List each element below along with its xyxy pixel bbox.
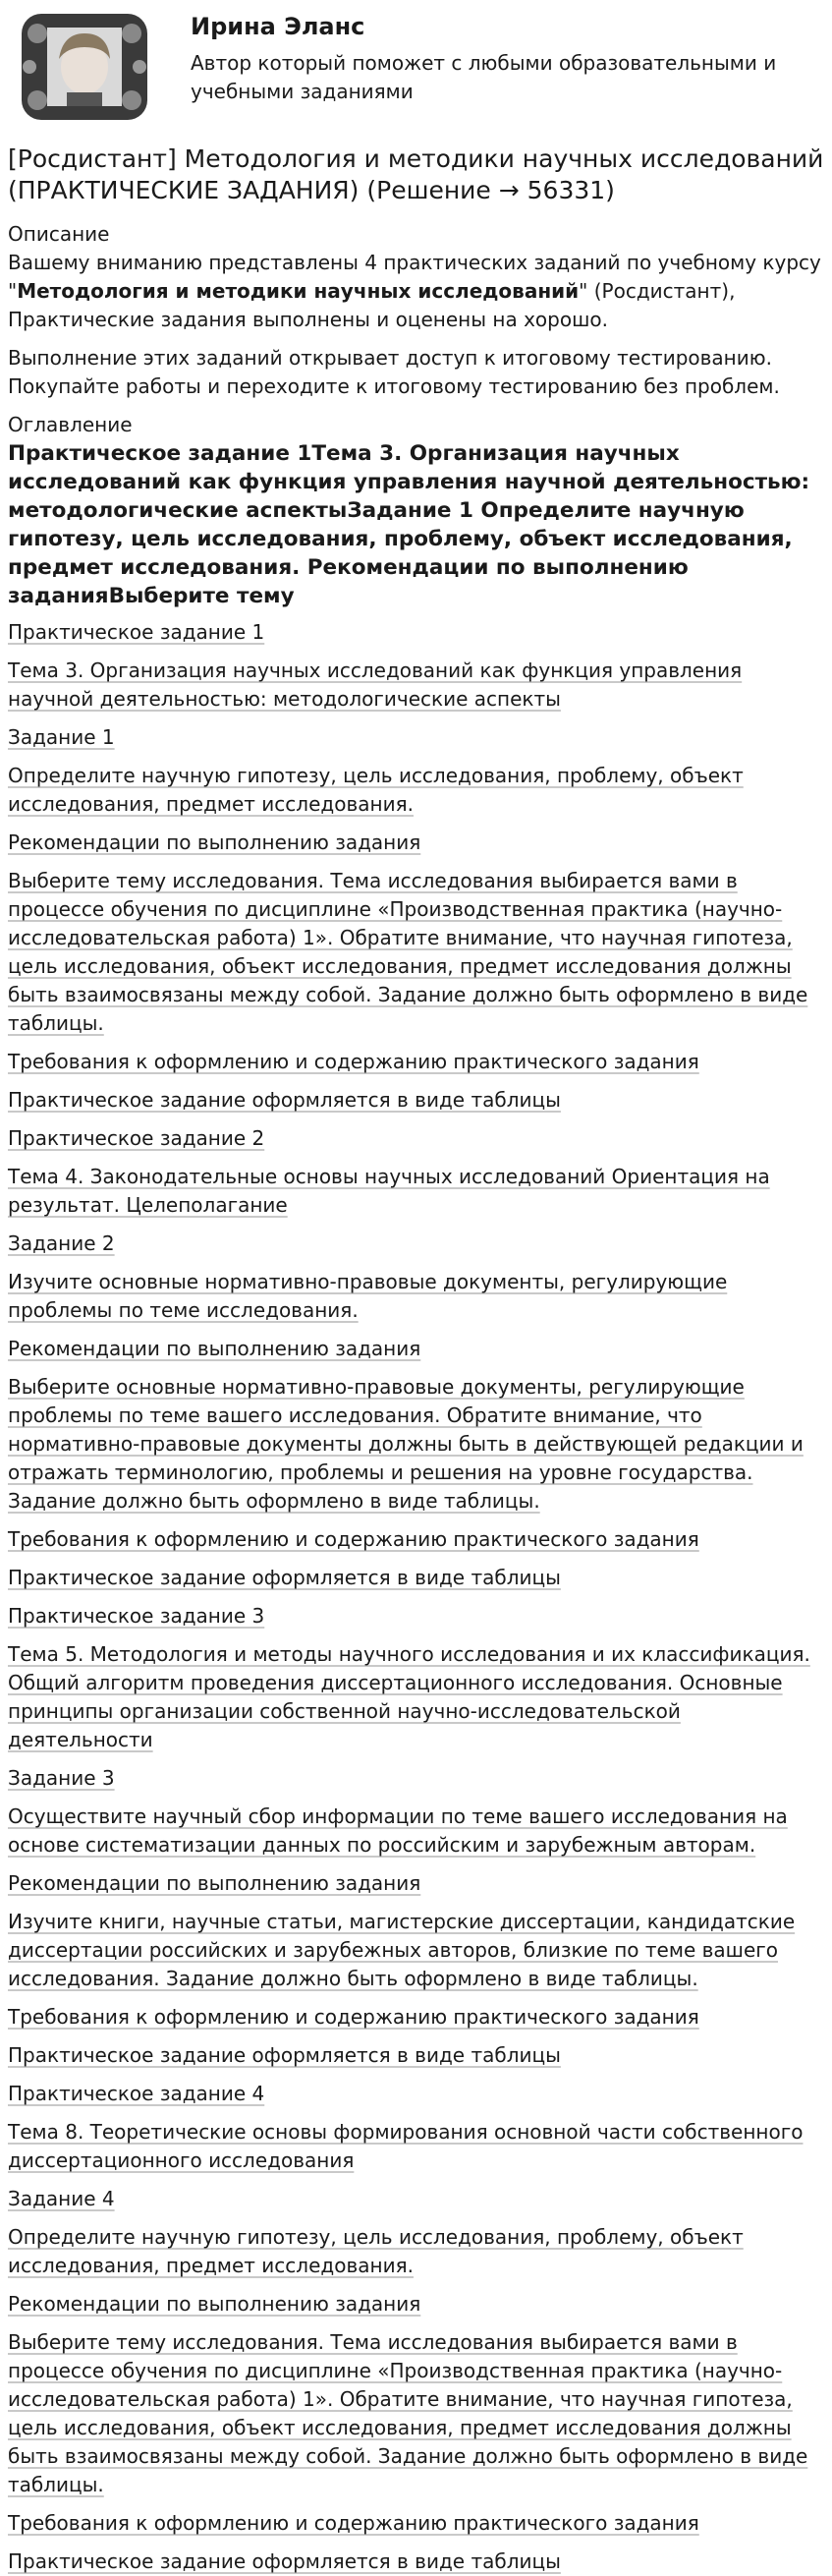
description-second: Выполнение этих заданий открывает доступ к итоговому тестированию. Покупайте работы и переходите к итоговому тестированию без проблем. — [8, 346, 780, 398]
course-name: Методология и методики научных исследований — [17, 279, 580, 303]
content-line: Рекомендации по выполнению задания — [8, 830, 421, 854]
content-line: Практическое задание 4 — [8, 2082, 265, 2105]
content — [8, 618, 824, 2576]
description-label: Описание — [8, 222, 110, 246]
content-line: Практическое задание 3 — [8, 1604, 265, 1628]
content-line: Задание 1 — [8, 725, 115, 749]
content-line: Выберите тему исследования. Тема исследования выбирается вами в процессе обучения по дисциплине «Производственная практика (научно-исследовательская работа) 1». Обратите внимание, что научная гипотеза, цель исследования, объект исследования, предмет исследования должны быть взаимосвязаны между собой. Задание должно быть оформлено в виде таблицы. — [8, 869, 808, 1035]
content-line: Задание 2 — [8, 1231, 115, 1255]
content-line: Выберите тему исследования. Тема исследования выбирается вами в процессе обучения по дисциплине «Производственная практика (научно-исследовательская работа) 1». Обратите внимание, что научная гипотеза, цель исследования, объект исследования, предмет исследования должны быть взаимосвязаны между собой. Задание должно быть оформлено в виде таблицы. — [8, 2330, 808, 2496]
author-avatar[interactable] — [16, 8, 153, 126]
toc-title: Практическое задание 1Тема 3. Организация научных исследований как функция управления научной деятельностью: методологические аспектыЗадание 1 Определите научную гипотезу, цель исследования, проблему, объект исследования, предмет исследования. Рекомендации по выполнению заданияВыберите тему — [8, 441, 810, 608]
content-line: Осуществите научный сбор информации по теме вашего исследования на основе систематизации данных по российским и зарубежным авторам. — [8, 1804, 788, 1857]
content-line: Требования к оформлению и содержанию практического задания — [8, 2005, 699, 2029]
author-card — [8, 0, 824, 138]
content-line: Тема 3. Организация научных исследований как функция управления научной деятельностью: методологические аспекты — [8, 658, 743, 711]
content-line: Практическое задание оформляется в виде таблицы — [8, 2043, 561, 2067]
content-line: Практическое задание оформляется в виде таблицы — [8, 2549, 561, 2573]
author-name[interactable]: Ирина Эланс — [191, 13, 365, 40]
content-line: Тема 5. Методология и методы научного исследования и их классификация. Общий алгоритм проведения диссертационного исследования. Основные принципы организации собственной научно-исследовательской деятельности — [8, 1642, 810, 1751]
content-line: Рекомендации по выполнению задания — [8, 1871, 421, 1895]
content-line: Выберите основные нормативно-правовые документы, регулирующие проблемы по теме вашего исследования. Обратите внимание, что нормативно-правовые документы должны быть в действующей редакции и отражать терминологию, проблемы и решения на уровне государства. Задание должно быть оформлено в виде таблицы. — [8, 1375, 804, 1513]
author-description: Автор который поможет с любыми образовательными и учебными заданиями — [191, 51, 777, 103]
content-line: Практическое задание оформляется в виде таблицы — [8, 1088, 561, 1112]
content-line: Требования к оформлению и содержанию практического задания — [8, 1527, 699, 1551]
description-intro-before: Вашему вниманию представлены 4 практических заданий по учебному курсу " — [8, 251, 821, 303]
description-intro-after: " (Росдистант), Практические задания выполнены и оценены на хорошо. — [8, 279, 736, 331]
content-line: Рекомендации по выполнению задания — [8, 1337, 421, 1360]
content-line: Задание 3 — [8, 1766, 115, 1790]
content-line: Тема 4. Законодательные основы научных исследований Ориентация на результат. Целеполагание — [8, 1165, 770, 1217]
toc-label: Оглавление — [8, 413, 133, 436]
content-line: Практическое задание 2 — [8, 1126, 265, 1150]
content-line: Изучите книги, научные статьи, магистерские диссертации, кандидатские диссертации российских и зарубежных авторов, близкие по теме вашего исследования. Задание должно быть оформлено в виде таблицы. — [8, 1910, 796, 1990]
content-line: Определите научную гипотезу, цель исследования, проблему, объект исследования, предмет исследования. — [8, 764, 744, 816]
work-title: [Росдистант] Методология и методики научных исследований (ПРАКТИЧЕСКИЕ ЗАДАНИЯ) (Решение → 56331) — [8, 144, 824, 204]
content-line: Определите научную гипотезу, цель исследования, проблему, объект исследования, предмет исследования. — [8, 2225, 744, 2277]
content-line: Изучите основные нормативно-правовые документы, регулирующие проблемы по теме исследования. — [8, 1270, 728, 1322]
content-line: Тема 8. Теоретические основы формирования основной части собственного диссертационного исследования — [8, 2120, 804, 2172]
content-line: Требования к оформлению и содержанию практического задания — [8, 1050, 699, 1073]
description-intro — [8, 249, 824, 334]
content-line: Требования к оформлению и содержанию практического задания — [8, 2511, 699, 2535]
content-line: Рекомендации по выполнению задания — [8, 2292, 421, 2316]
content-line: Практическое задание 1 — [8, 620, 265, 644]
content-line: Практическое задание оформляется в виде таблицы — [8, 1566, 561, 1589]
content-line: Задание 4 — [8, 2187, 115, 2210]
